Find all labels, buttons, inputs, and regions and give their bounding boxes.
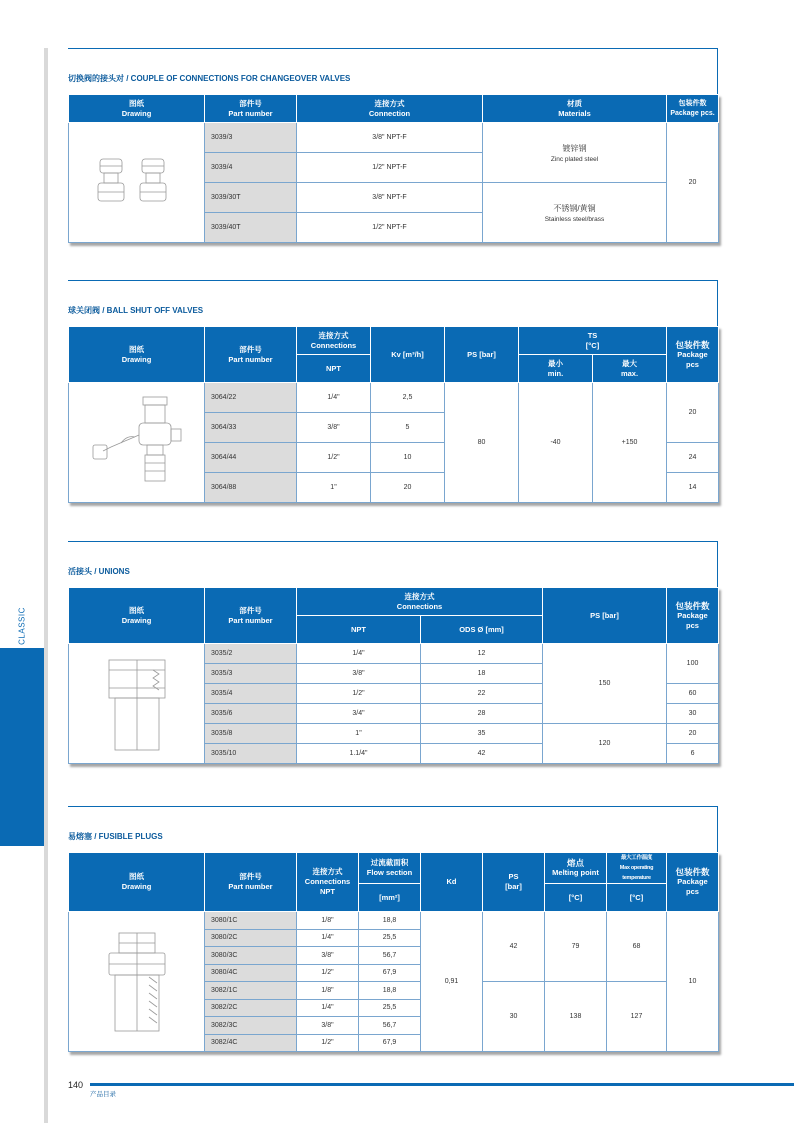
part-number: 3035/8	[205, 724, 297, 744]
kv-value: 10	[371, 443, 445, 473]
header-melting-unit: [°C]	[545, 884, 607, 912]
connection-value: 3/8" NPT-F	[297, 123, 483, 153]
header-max: 最大 max.	[593, 355, 667, 383]
kd-value: 0,91	[421, 912, 483, 1052]
npt-value: 1"	[297, 724, 421, 744]
side-tab-label: CLASSIC	[17, 607, 27, 645]
flow-value: 67,9	[359, 964, 421, 982]
flow-value: 56,7	[359, 1017, 421, 1035]
header-part-number: 部件号 Part number	[205, 588, 297, 644]
ps-value: 30	[483, 982, 545, 1052]
npt-value: 3/8"	[297, 1017, 359, 1035]
table-header-row	[69, 327, 719, 355]
npt-value: 1/8"	[297, 912, 359, 930]
kv-value: 2,5	[371, 383, 445, 413]
header-npt: NPT	[297, 616, 421, 644]
flow-value: 56,7	[359, 947, 421, 965]
ods-value: 22	[421, 684, 543, 704]
header-part-number: 部件号 Part number	[205, 853, 297, 912]
header-melting-point: 熔点 Melting point	[545, 853, 607, 884]
part-number: 3039/4	[205, 153, 297, 183]
package-value: 20	[667, 383, 719, 443]
part-number: 3064/33	[205, 413, 297, 443]
part-number: 3039/40T	[205, 213, 297, 243]
header-drawing: 图纸 Drawing	[69, 327, 205, 383]
page-number: 140	[68, 1080, 84, 1090]
package-value: 14	[667, 473, 719, 503]
union-drawing-icon	[97, 654, 177, 754]
ps-value: 150	[543, 644, 667, 724]
part-number: 3064/44	[205, 443, 297, 473]
section-header	[68, 541, 718, 587]
connection-value: 1/2" NPT-F	[297, 153, 483, 183]
part-number: 3064/88	[205, 473, 297, 503]
section-title: 易熔塞 / FUSIBLE PLUGS	[68, 832, 163, 841]
header-ps: PS [bar]	[483, 853, 545, 912]
section-title: 活接头 / UNIONS	[68, 567, 130, 576]
ps-value: 80	[445, 383, 519, 503]
npt-value: 3/8"	[297, 664, 421, 684]
part-number: 3082/4C	[205, 1034, 297, 1052]
ts-min-value: -40	[519, 383, 593, 503]
table-header-row	[69, 588, 719, 616]
part-number: 3080/2C	[205, 929, 297, 947]
part-number: 3082/2C	[205, 999, 297, 1017]
npt-value: 1"	[297, 473, 371, 503]
table-row	[69, 383, 719, 413]
ods-value: 12	[421, 644, 543, 664]
ods-value: 18	[421, 664, 543, 684]
section-header	[68, 280, 718, 326]
header-package: 包装件数 Package pcs	[667, 588, 719, 644]
melting-point-value: 138	[545, 982, 607, 1052]
fusible-plugs-table	[68, 852, 719, 1052]
section-header	[68, 48, 718, 94]
section-title: 切换阀的接头对 / COUPLE OF CONNECTIONS FOR CHANGEOVER VALVES	[68, 74, 351, 83]
section-changeover-connections	[68, 48, 718, 243]
ps-value: 120	[543, 724, 667, 764]
table-header-row	[69, 95, 719, 123]
part-number: 3064/22	[205, 383, 297, 413]
header-connections: 连接方式 Connections	[297, 327, 371, 355]
flow-value: 25,5	[359, 929, 421, 947]
npt-value: 1/8"	[297, 982, 359, 1000]
ts-max-value: +150	[593, 383, 667, 503]
section-title: 球关闭阀 / BALL SHUT OFF VALVES	[68, 306, 204, 315]
header-ts: TS [°C]	[519, 327, 667, 355]
ods-value: 35	[421, 724, 543, 744]
npt-value: 1.1/4"	[297, 744, 421, 764]
part-number: 3080/3C	[205, 947, 297, 965]
drawing-cell	[69, 912, 205, 1052]
melting-point-value: 79	[545, 912, 607, 982]
header-max-temp-unit: [°C]	[607, 884, 667, 912]
part-number: 3082/3C	[205, 1017, 297, 1035]
header-kd: Kd	[421, 853, 483, 912]
side-tab	[0, 648, 44, 846]
max-temp-value: 127	[607, 982, 667, 1052]
connection-value: 3/8" NPT-F	[297, 183, 483, 213]
npt-value: 1/2"	[297, 1034, 359, 1052]
part-number: 3039/3	[205, 123, 297, 153]
header-min: 最小 min.	[519, 355, 593, 383]
part-number: 3039/30T	[205, 183, 297, 213]
header-part-number: 部件号 Part number	[205, 95, 297, 123]
header-ps: PS [bar]	[445, 327, 519, 383]
flow-value: 18,8	[359, 912, 421, 930]
package-value: 100	[667, 644, 719, 684]
ball-valves-table	[68, 326, 719, 503]
header-flow-unit: [mm²]	[359, 884, 421, 912]
part-number: 3035/4	[205, 684, 297, 704]
unions-table	[68, 587, 719, 764]
npt-value: 1/2"	[297, 684, 421, 704]
table-row	[69, 644, 719, 664]
header-package: 包装件数 Package pcs	[667, 853, 719, 912]
kv-value: 5	[371, 413, 445, 443]
npt-value: 3/4"	[297, 704, 421, 724]
section-header	[68, 806, 718, 852]
part-number: 3035/6	[205, 704, 297, 724]
header-drawing: 图纸 Drawing	[69, 95, 205, 123]
package-value: 6	[667, 744, 719, 764]
table-header-row	[69, 853, 719, 884]
material-cell: 不锈钢/黄铜 Stainless steel/brass	[483, 183, 667, 243]
footer-label: 产品目录	[90, 1091, 116, 1098]
part-number: 3080/1C	[205, 912, 297, 930]
ps-value: 42	[483, 912, 545, 982]
package-value: 20	[667, 724, 719, 744]
npt-value: 3/8"	[297, 413, 371, 443]
part-number: 3035/3	[205, 664, 297, 684]
max-temp-value: 68	[607, 912, 667, 982]
table-row	[69, 912, 719, 930]
table-row	[69, 123, 719, 153]
npt-value: 1/2"	[297, 964, 359, 982]
section-unions	[68, 541, 718, 764]
ods-value: 28	[421, 704, 543, 724]
npt-value: 1/4"	[297, 383, 371, 413]
section-ball-valves	[68, 280, 718, 503]
part-number: 3082/1C	[205, 982, 297, 1000]
header-package: 包装件数 Package pcs.	[667, 95, 719, 123]
ball-valve-drawing-icon	[87, 393, 187, 493]
header-materials: 材质 Materials	[483, 95, 667, 123]
drawing-cell	[69, 383, 205, 503]
header-ps: PS [bar]	[543, 588, 667, 644]
drawing-cell	[69, 644, 205, 764]
part-number: 3035/2	[205, 644, 297, 664]
header-ods: ODS Ø [mm]	[421, 616, 543, 644]
connection-pair-drawing-icon	[92, 153, 182, 213]
header-connections: 连接方式 Connections NPT	[297, 853, 359, 912]
left-margin-rule	[44, 48, 48, 1123]
fusible-plug-drawing-icon	[97, 927, 177, 1037]
npt-value: 3/8"	[297, 947, 359, 965]
drawing-cell	[69, 123, 205, 243]
footer-rule	[90, 1083, 794, 1086]
flow-value: 25,5	[359, 999, 421, 1017]
npt-value: 1/4"	[297, 999, 359, 1017]
changeover-table	[68, 94, 719, 243]
header-package: 包装件数 Package pcs	[667, 327, 719, 383]
section-fusible-plugs	[68, 806, 718, 1052]
header-npt: NPT	[297, 355, 371, 383]
package-value: 10	[667, 912, 719, 1052]
header-part-number: 部件号 Part number	[205, 327, 297, 383]
package-value: 24	[667, 443, 719, 473]
header-kv: Kv [m³/h]	[371, 327, 445, 383]
ods-value: 42	[421, 744, 543, 764]
part-number: 3080/4C	[205, 964, 297, 982]
kv-value: 20	[371, 473, 445, 503]
npt-value: 1/4"	[297, 644, 421, 664]
package-value: 20	[667, 123, 719, 243]
package-value: 60	[667, 684, 719, 704]
connection-value: 1/2" NPT-F	[297, 213, 483, 243]
flow-value: 18,8	[359, 982, 421, 1000]
flow-value: 67,9	[359, 1034, 421, 1052]
material-cell: 镀锌钢 Zinc plated steel	[483, 123, 667, 183]
header-connection: 连接方式 Connection	[297, 95, 483, 123]
npt-value: 1/2"	[297, 443, 371, 473]
package-value: 30	[667, 704, 719, 724]
npt-value: 1/4"	[297, 929, 359, 947]
header-drawing: 图纸 Drawing	[69, 588, 205, 644]
header-flow-section: 过流截面积 Flow section	[359, 853, 421, 884]
part-number: 3035/10	[205, 744, 297, 764]
header-max-temp: 最大工作温度 Max operating temperature	[607, 853, 667, 884]
header-drawing: 图纸 Drawing	[69, 853, 205, 912]
header-connections: 连接方式 Connections	[297, 588, 543, 616]
